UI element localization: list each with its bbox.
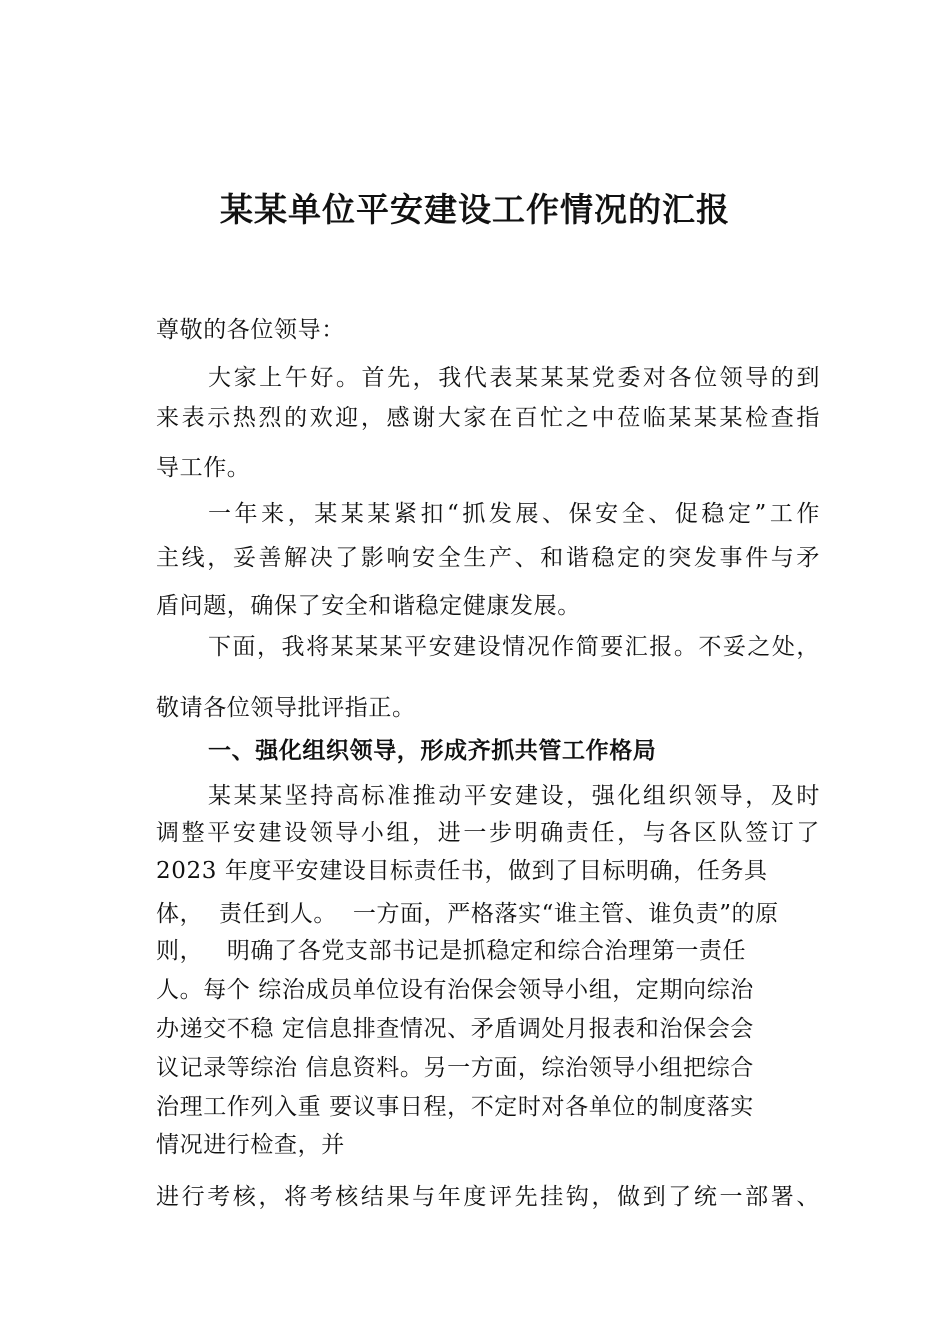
paragraph-line: 进行考核，将考核结果与年度评先挂钩，做到了统一部署、 (156, 1184, 820, 1210)
paragraph-line: 办递交不稳 定信息排查情况、矛盾调处月报表和治保会会 (156, 1016, 754, 1042)
paragraph-line: 则， 明确了各党支部书记是抓稳定和综合治理第一责任 (156, 938, 747, 964)
paragraph-line: 治理工作列入重 要议事日程，不定时对各单位的制度落实 (156, 1094, 754, 1120)
paragraph-line: 下面，我将某某某平安建设情况作简要汇报。不妥之处， (208, 634, 820, 660)
paragraph-line: 调整平安建设领导小组，进一步明确责任，与各区队签订了 (156, 820, 820, 846)
paragraph-line: 体， 责任到人。 一方面，严格落实“谁主管、谁负责”的原 (156, 901, 779, 927)
paragraph-line: 导工作。 (156, 455, 251, 481)
paragraph-line: 来表示热烈的欢迎，感谢大家在百忙之中莅临某某某检查指 (156, 405, 820, 431)
document-title: 某某单位平安建设工作情况的汇报 (220, 190, 730, 229)
paragraph-line: 议记录等综治 信息资料。另一方面，综治领导小组把综合 (156, 1055, 754, 1081)
paragraph-line: 情况进行检查，并 (156, 1132, 345, 1158)
paragraph-line: 2023 年度平安建设目标责任书，做到了目标明确，任务具 (156, 858, 768, 884)
section-heading: 一、强化组织领导，形成齐抓共管工作格局 (208, 738, 657, 764)
paragraph-line: 人。每个 综治成员单位设有治保会领导小组，定期向综治 (156, 977, 754, 1003)
salutation: 尊敬的各位领导： (156, 317, 345, 343)
paragraph-line: 盾问题，确保了安全和谐稳定健康发展。 (156, 593, 581, 619)
paragraph-line: 主线，妥善解决了影响安全生产、和谐稳定的突发事件与矛 (156, 545, 820, 571)
paragraph-line: 一年来，某某某紧扣“抓发展、保安全、促稳定”工作 (208, 501, 820, 527)
paragraph-line: 敬请各位领导批评指正。 (156, 695, 416, 721)
paragraph-line: 大家上午好。首先，我代表某某某党委对各位领导的到 (208, 365, 820, 391)
paragraph-line: 某某某坚持高标准推动平安建设，强化组织领导，及时 (208, 783, 820, 809)
